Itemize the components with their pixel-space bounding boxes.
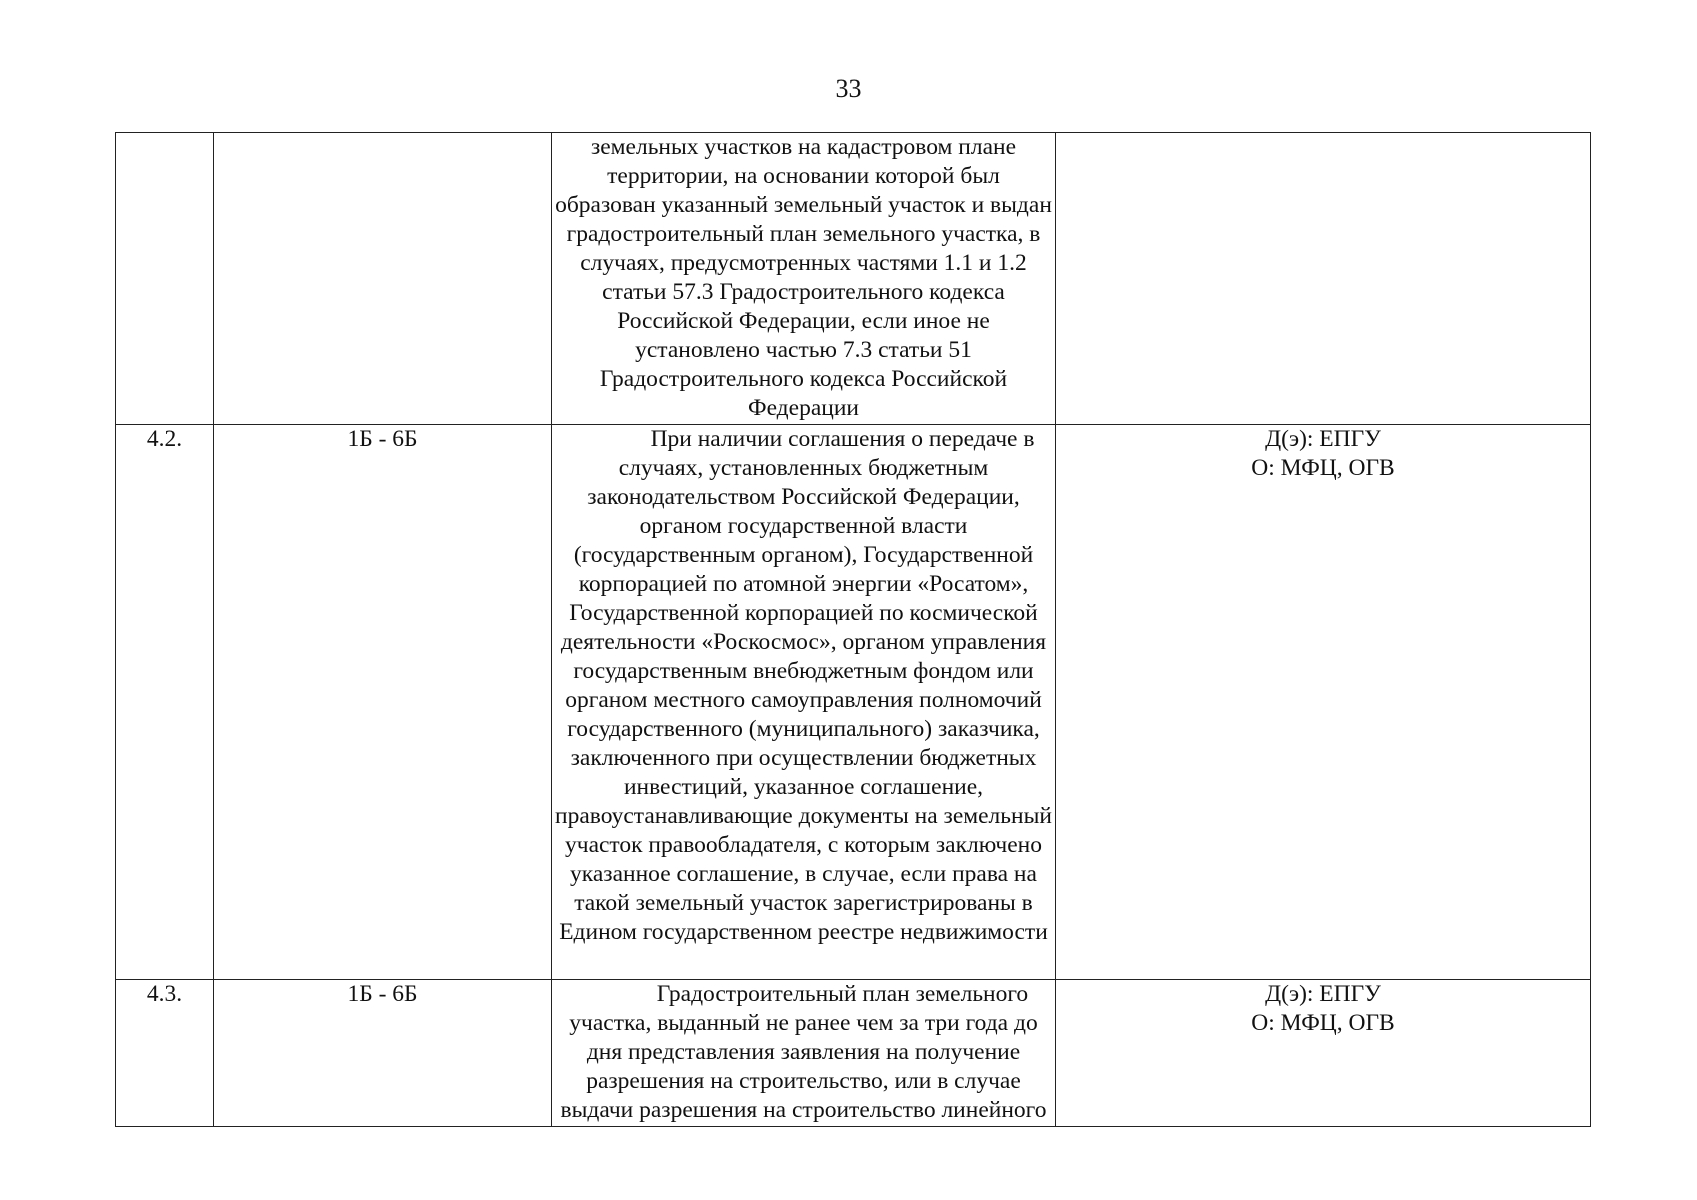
table-row: [116, 425, 1591, 980]
row-source-cell: [1056, 425, 1591, 980]
row-source-original: О: МФЦ, ОГВ: [1251, 1010, 1395, 1036]
row-source-electronic: Д(э): ЕПГУ: [1265, 426, 1381, 452]
row-number-cell: [116, 133, 214, 425]
row-code-cell: [214, 980, 552, 1127]
row-document-cell: [552, 133, 1056, 425]
row-code: 1Б - 6Б: [347, 426, 418, 452]
row-number-cell: [116, 425, 214, 980]
row-document-text: При наличии соглашения о передаче в случаях, установленных бюджетным законодательством Российской Федерации, органом государственной власти (государственным органом), Государственной корпорацией по атомной энергии «Росатом», Государственной корпорацией по космической деятельности «Роскосмос», органом управления государственным внебюджетным фондом или органом местного самоуправления полномочий государственного (муниципального) заказчика, заключенного при осуществлении бюджетных инвестиций, указанное соглашение, правоустанавливающие документы на земельный участок правообладателя, с которым заключено указанное соглашение, в случае, если права на такой земельный участок зарегистрированы в Едином государственном реестре недвижимости: [555, 426, 1052, 945]
row-source-cell: [1056, 980, 1591, 1127]
row-code: 1Б - 6Б: [347, 981, 418, 1007]
page-number: 33: [835, 74, 862, 103]
row-code-cell: [214, 425, 552, 980]
row-number-cell: [116, 980, 214, 1127]
row-number: 4.3.: [146, 981, 183, 1007]
requirements-table: [115, 132, 1591, 1127]
table-row: [116, 133, 1591, 425]
row-document-cell: [552, 425, 1056, 980]
row-source-electronic: Д(э): ЕПГУ: [1265, 981, 1381, 1007]
table-row: [116, 980, 1591, 1127]
row-document-cell: [552, 980, 1056, 1127]
row-source-cell: [1056, 133, 1591, 425]
row-source-original: О: МФЦ, ОГВ: [1251, 455, 1395, 481]
row-document-text: земельных участков на кадастровом плане территории, на основании которой был образован указанный земельный участок и выдан градостроительный план земельного участка, в случаях, предусмотренных частями 1.1 и 1.2 статьи 57.3 Градостроительного кодекса Российской Федерации, если иное не установлено частью 7.3 статьи 51 Градостроительного кодекса Российской Федерации: [555, 134, 1052, 421]
row-number: 4.2.: [146, 426, 183, 452]
row-code-cell: [214, 133, 552, 425]
row-document-text: Градостроительный план земельного участка, выданный не ранее чем за три года до дня представления заявления на получение разрешения на строительство, или в случае выдачи разрешения на строительство линейного: [560, 981, 1047, 1123]
